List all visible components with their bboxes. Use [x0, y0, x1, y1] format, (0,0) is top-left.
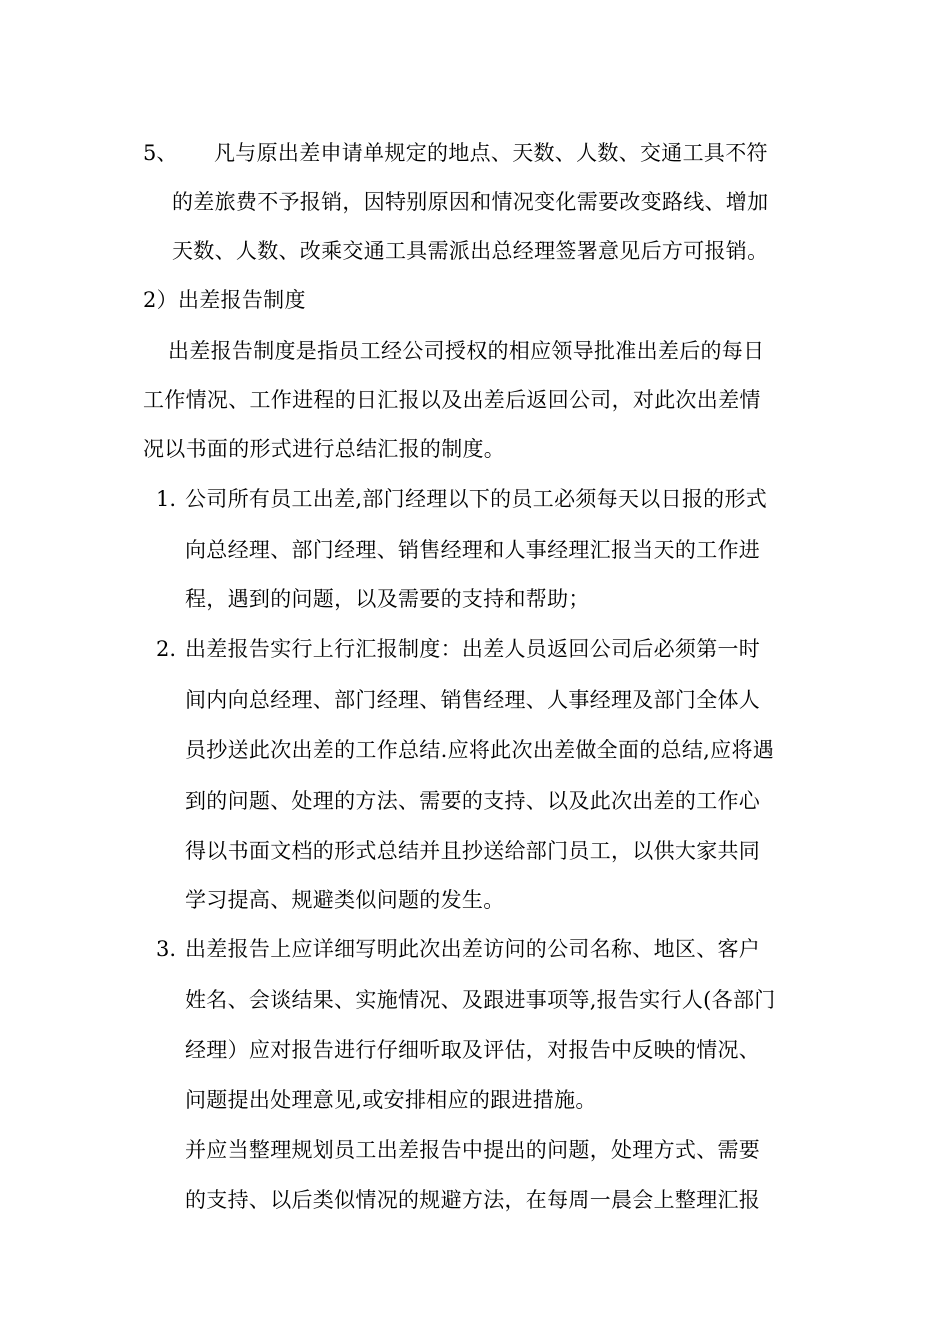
closing-line-1: 并应当整理规划员工出差报告中提出的问题，处理方式、需要: [185, 1138, 761, 1162]
item-5-number: 5、: [143, 141, 178, 165]
list-item-3-line-3: 经理）应对报告进行仔细听取及评估，对报告中反映的情况、: [185, 1038, 761, 1062]
item-5-line-3: 天数、人数、改乘交通工具需派出总经理签署意见后方可报销。: [172, 239, 769, 263]
section-heading: 2）出差报告制度: [143, 288, 306, 312]
list-item-1-line-3: 程，遇到的问题，以及需要的支持和帮助；: [185, 587, 590, 611]
list-item-2-line-3: 员抄送此次出差的工作总结.应将此次出差做全面的总结,应将遇: [185, 738, 775, 762]
intro-line-2: 工作情况、工作进程的日汇报以及出差后返回公司，对此次出差情: [143, 388, 761, 412]
list-item-3-number: 3.: [156, 937, 177, 961]
list-item-1-number: 1.: [156, 487, 177, 511]
closing-line-2: 的支持、以后类似情况的规避方法，在每周一晨会上整理汇报: [185, 1188, 761, 1212]
list-item-3-line-1: 出差报告上应详细写明此次出差访问的公司名称、地区、客户: [185, 937, 761, 961]
list-item-2-line-6: 学习提高、规避类似问题的发生。: [185, 888, 505, 912]
list-item-2-line-5: 得以书面文档的形式总结并且抄送给部门员工，以供大家共同: [185, 839, 761, 863]
intro-line-3: 况以书面的形式进行总结汇报的制度。: [143, 437, 506, 461]
list-item-1-line-2: 向总经理、部门经理、销售经理和人事经理汇报当天的工作进: [185, 538, 761, 562]
list-item-2-line-2: 间内向总经理、部门经理、销售经理、人事经理及部门全体人: [185, 688, 761, 712]
list-item-2-line-4: 到的问题、处理的方法、需要的支持、以及此次出差的工作心: [185, 789, 761, 813]
item-5-line-2: 的差旅费不予报销，因特别原因和情况变化需要改变路线、增加: [172, 190, 769, 214]
list-item-2-line-1: 出差报告实行上行汇报制度：出差人员返回公司后必须第一时: [185, 637, 761, 661]
list-item-3-line-4: 问题提出处理意见,或安排相应的跟进措施。: [185, 1088, 597, 1112]
list-item-2-number: 2.: [156, 637, 177, 661]
list-item-3-line-2: 姓名、会谈结果、实施情况、及跟进事项等,报告实行人(各部门: [185, 988, 776, 1012]
intro-line-1: 出差报告制度是指员工经公司授权的相应领导批准出差后的每日: [168, 339, 765, 363]
item-5-line-1: 凡与原出差申请单规定的地点、天数、人数、交通工具不符: [214, 141, 768, 165]
list-item-1-line-1: 公司所有员工出差,部门经理以下的员工必须每天以日报的形式: [185, 487, 768, 511]
